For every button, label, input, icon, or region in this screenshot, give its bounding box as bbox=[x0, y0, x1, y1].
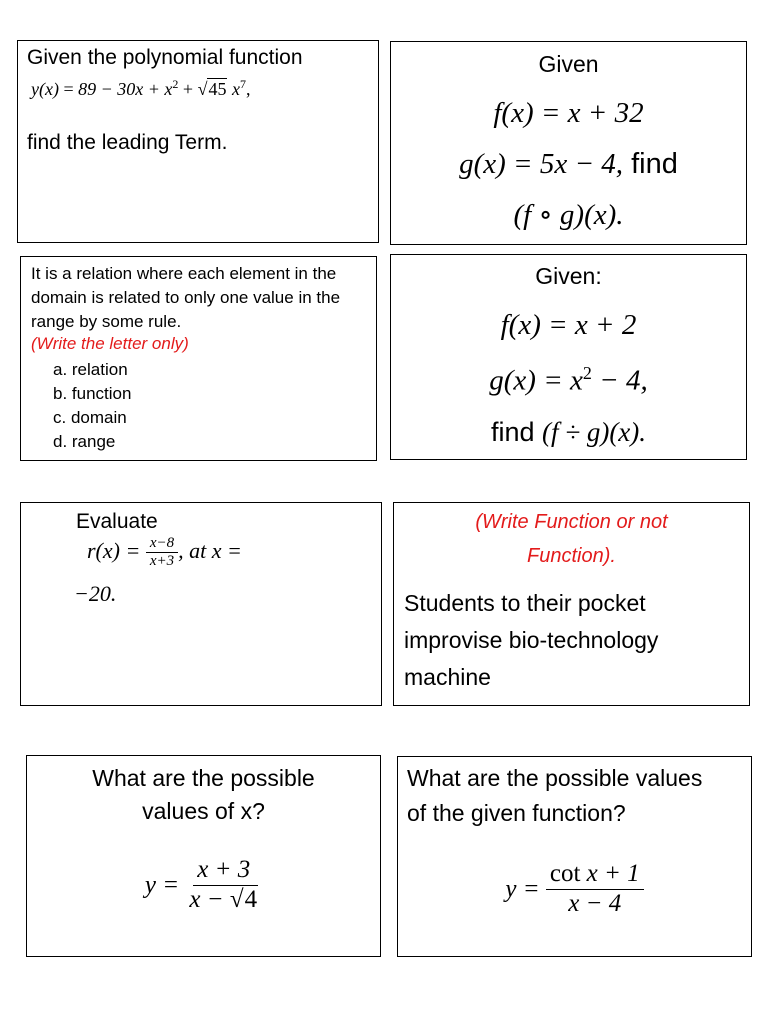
card2-expression: (f ∘ g)(x). bbox=[513, 199, 624, 231]
card1-eq-var: x bbox=[231, 79, 240, 99]
card-leading-term bbox=[17, 40, 379, 243]
card4-expression: (f ÷ g)(x). bbox=[542, 417, 647, 447]
card4-g-base: g(x) = x bbox=[489, 364, 583, 397]
card-possible-x bbox=[26, 755, 381, 957]
card7-fraction bbox=[185, 856, 262, 915]
card5-fraction bbox=[146, 535, 178, 571]
card1-question: find the leading Term. bbox=[27, 131, 228, 154]
card-function-definition bbox=[20, 256, 377, 461]
sqrt-symbol: √ bbox=[197, 79, 208, 99]
card8-denominator: x − 4 bbox=[568, 889, 622, 917]
card7-numerator: x + 3 bbox=[193, 856, 254, 886]
card4-f-def: f(x) = x + 2 bbox=[500, 309, 637, 341]
card4-g-tail: − 4, bbox=[591, 364, 648, 397]
card-composition bbox=[390, 41, 747, 245]
card-function-or-not bbox=[393, 502, 750, 706]
card6-instruction-2: Function). bbox=[527, 545, 616, 567]
card5-lhs: r(x) = bbox=[87, 537, 141, 563]
card1-eq-radicand: 45 bbox=[208, 79, 227, 99]
card4-heading: Given: bbox=[535, 263, 602, 289]
card1-eq-exp2: 2 bbox=[172, 77, 179, 91]
card1-eq-plus: + bbox=[182, 79, 194, 99]
card1-intro: Given the polynomial function bbox=[27, 46, 303, 69]
card8-equation bbox=[398, 860, 751, 919]
card1-eq-tail: , bbox=[245, 79, 251, 99]
card1-equation bbox=[31, 77, 250, 100]
card8-num-rest: x + 1 bbox=[580, 860, 640, 887]
card2-find-word: find bbox=[631, 148, 678, 180]
option-a: a. relation bbox=[53, 360, 128, 379]
card5-heading: Evaluate bbox=[76, 510, 158, 533]
card1-eq-terms: 89 − 30x + x bbox=[78, 79, 173, 99]
card-division bbox=[390, 254, 747, 460]
card7-lhs: y = bbox=[144, 871, 180, 899]
card6-instruction-1: (Write Function or not bbox=[475, 511, 668, 533]
card7-equation bbox=[27, 856, 380, 915]
card-possible-values bbox=[397, 756, 752, 957]
card2-f-def: f(x) = x + 32 bbox=[493, 97, 644, 129]
card5-value: −20. bbox=[74, 581, 117, 606]
card1-eq-sign: = bbox=[63, 79, 74, 99]
card8-fraction bbox=[546, 860, 644, 919]
card8-num-fn: cot bbox=[549, 860, 581, 887]
card5-equation bbox=[87, 535, 242, 571]
sqrt-symbol: √ bbox=[229, 885, 244, 913]
card1-eq-exp7: 7 bbox=[239, 77, 246, 91]
card-evaluate bbox=[20, 502, 382, 706]
card8-question: What are the possible values of the given function? bbox=[407, 765, 703, 826]
card4-find-word: find bbox=[490, 417, 535, 447]
card3-options bbox=[53, 358, 131, 454]
card8-lhs: y = bbox=[505, 875, 540, 903]
card1-eq-lhs: y(x) bbox=[31, 79, 59, 99]
option-b: b. function bbox=[53, 384, 132, 403]
card7-denominator bbox=[185, 886, 262, 915]
card5-tail: , at x = bbox=[178, 537, 242, 563]
card6-statement: Students to their pocket improvise bio-technology machine bbox=[404, 590, 659, 690]
card3-question: It is a relation where each element in the domain is related to only one value in the range by some rule. bbox=[31, 264, 341, 331]
card3-instruction: (Write the letter only) bbox=[31, 334, 189, 353]
card5-numerator: x−8 bbox=[146, 535, 178, 553]
card5-denominator: x+3 bbox=[149, 553, 175, 570]
card4-g-def bbox=[391, 363, 746, 398]
card7-question: What are the possible values of x? bbox=[92, 765, 315, 824]
option-d: d. range bbox=[53, 432, 116, 451]
card2-g-line bbox=[391, 148, 746, 181]
card4-find-line bbox=[391, 417, 746, 448]
option-c: c. domain bbox=[53, 408, 127, 427]
card2-g-def: g(x) = 5x − 4, bbox=[459, 148, 624, 180]
card4-g-exp: 2 bbox=[582, 363, 592, 383]
card7-den-prefix: x − bbox=[189, 885, 230, 913]
card2-heading: Given bbox=[538, 51, 599, 77]
card7-den-radicand: 4 bbox=[244, 885, 258, 913]
card8-numerator bbox=[546, 860, 644, 890]
